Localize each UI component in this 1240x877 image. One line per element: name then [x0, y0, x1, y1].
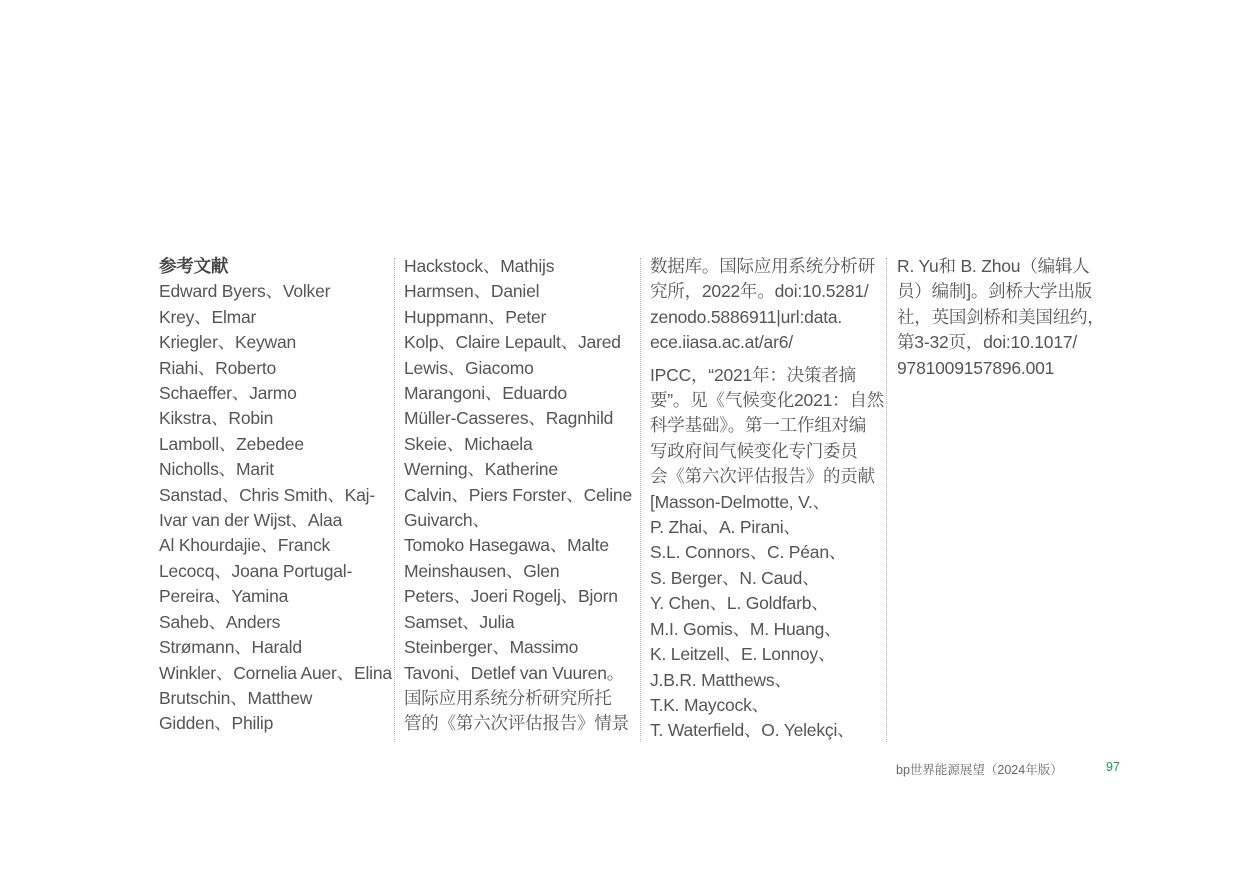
reference-line: ece.iiasa.ac.at/ar6/ — [650, 332, 793, 353]
reference-lines — [897, 254, 1105, 381]
reference-line: Pereira、Yamina — [159, 586, 289, 607]
reference-line: S.L. Connors、C. Péan、 — [650, 542, 847, 563]
reference-line: Peters、Joeri Rogelj、Bjorn — [404, 586, 618, 607]
reference-line: J.B.R. Matthews、 — [650, 669, 792, 690]
reference-line: T.K. Maycock、 — [650, 694, 769, 715]
reference-line: Skeie、Michaela — [404, 433, 533, 454]
reference-line: Werning、Katherine — [404, 459, 558, 480]
reference-line: zenodo.5886911|url:data. — [650, 306, 843, 327]
reference-line: 究所，2022年。doi:10.5281/ — [650, 281, 869, 302]
column-divider-3 — [886, 258, 887, 742]
reference-line: K. Leitzell、E. Lonnoy、 — [650, 644, 836, 665]
reference-line: S. Berger、N. Caud、 — [650, 567, 820, 588]
references-column-2 — [404, 254, 632, 737]
reference-line: T. Waterfield、O. Yelekçi、 — [650, 720, 855, 741]
reference-line: Calvin、Piers Forster、Celine — [404, 484, 632, 505]
reference-line: Steinberger、Massimo — [404, 637, 579, 658]
reference-line: Edward Byers、Volker — [159, 281, 331, 302]
reference-line: Gidden、Philip — [159, 713, 274, 734]
reference-line: Al Khourdajie、Franck — [159, 535, 331, 556]
reference-line: Harmsen、Daniel — [404, 281, 540, 302]
reference-line: Guivarch、 — [404, 510, 490, 531]
reference-line: [Masson-Delmotte, V.、 — [650, 491, 830, 512]
column-divider-2 — [640, 258, 641, 742]
reference-line: Lewis、Giacomo — [404, 357, 534, 378]
reference-line: 9781009157896.001 — [897, 357, 1055, 378]
page-number: 97 — [1106, 760, 1120, 774]
reference-line: P. Zhai、A. Pirani、 — [650, 517, 801, 538]
references-column-4 — [897, 254, 1105, 381]
reference-lines — [159, 279, 392, 736]
reference-line: M.I. Gomis、M. Huang、 — [650, 618, 842, 639]
reference-line: Samset、Julia — [404, 611, 515, 632]
reference-line: Brutschin、Matthew — [159, 687, 313, 708]
reference-line: Meinshausen、Glen — [404, 560, 560, 581]
reference-line: Y. Chen、L. Goldfarb、 — [650, 593, 829, 614]
reference-line: Tomoko Hasegawa、Malte — [404, 535, 609, 556]
reference-line: Krey、Elmar — [159, 306, 257, 327]
reference-line: Sanstad、Chris Smith、Kaj- — [159, 484, 375, 505]
reference-line: Strømann、Harald — [159, 637, 302, 658]
reference-line: 会《第六次评估报告》的贡献 — [650, 466, 875, 487]
reference-line: Saheb、Anders — [159, 611, 281, 632]
reference-paragraph-1 — [650, 254, 878, 356]
references-heading: 参考文献 — [159, 256, 229, 276]
reference-line: Lecocq、Joana Portugal- — [159, 560, 353, 581]
reference-line: 第3-32页，doi:10.1017/ — [897, 332, 1078, 353]
reference-line: Ivar van der Wijst、Alaa — [159, 510, 343, 531]
reference-line: 要”。见《气候变化2021：自然 — [650, 390, 885, 411]
reference-line: 国际应用系统分析研究所托 — [404, 687, 612, 708]
reference-line: Müller-Casseres、Ragnhild — [404, 408, 614, 429]
reference-lines — [404, 254, 632, 737]
reference-line: Tavoni、Detlef van Vuuren。 — [404, 662, 625, 683]
reference-line: 社，英国剑桥和美国纽约， — [897, 306, 1105, 327]
reference-line: 科学基础》。第一工作组对编 — [650, 415, 867, 436]
reference-line: Kriegler、Keywan — [159, 332, 297, 353]
reference-line: Marangoni、Eduardo — [404, 383, 567, 404]
reference-line: Huppmann、Peter — [404, 306, 547, 327]
reference-paragraph-2 — [650, 363, 885, 744]
reference-line: 写政府间气候变化专门委员 — [650, 440, 858, 461]
references-column-1 — [159, 254, 392, 737]
reference-line: Winkler、Cornelia Auer、Elina — [159, 662, 392, 683]
reference-line: 管的《第六次评估报告》情景 — [404, 713, 629, 734]
reference-line: Kolp、Claire Lepault、Jared — [404, 332, 621, 353]
reference-line: Lamboll、Zebedee — [159, 433, 304, 454]
reference-line: Schaeffer、Jarmo — [159, 383, 297, 404]
reference-line: R. Yu和 B. Zhou（编辑人 — [897, 256, 1090, 276]
reference-line: 员）编制]。剑桥大学出版 — [897, 281, 1092, 302]
reference-line: 数据库。国际应用系统分析研 — [650, 256, 875, 276]
publication-title: bp世界能源展望（2024年版） — [896, 763, 1063, 777]
reference-line: Hackstock、Mathijs — [404, 256, 555, 276]
reference-line: Nicholls、Marit — [159, 459, 274, 480]
references-column-3 — [650, 254, 885, 744]
reference-line: IPCC，“2021年：决策者摘 — [650, 364, 856, 385]
reference-line: Riahi、Roberto — [159, 357, 277, 378]
reference-line: Kikstra、Robin — [159, 408, 274, 429]
column-divider-1 — [394, 258, 395, 742]
